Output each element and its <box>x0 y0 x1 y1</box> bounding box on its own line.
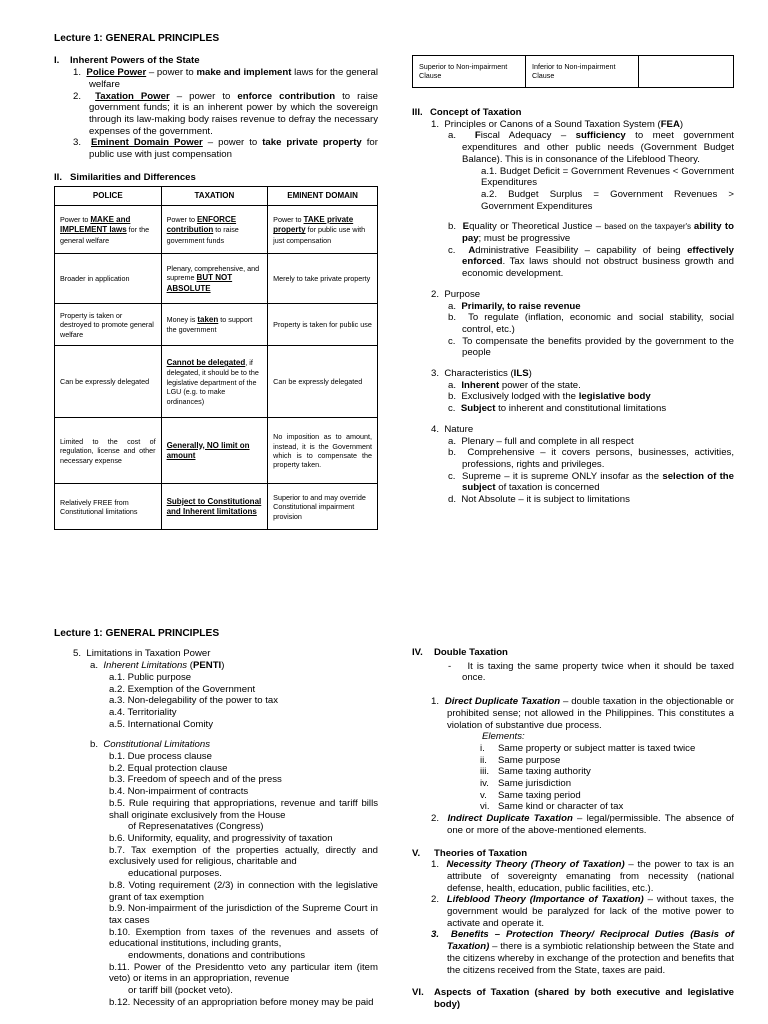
list-item: b.6. Uniformity, equality, and progressivity of taxation <box>109 832 333 844</box>
list-item: a.4. Territoriality <box>109 706 177 718</box>
table-cell: No imposition as to amount, instead, it is the Government which is to compensate the property taken. <box>268 418 378 484</box>
impairment-table <box>412 55 734 88</box>
list-item: b.3. Freedom of speech and of the press <box>109 774 282 786</box>
table-header-cell: TAXATION <box>161 187 268 206</box>
list-item: d. Not Absolute – it is subject to limitations <box>448 494 630 506</box>
list-item: a. Inherent Limitations (PENTI) <box>90 660 225 672</box>
section-similarities-heading: II. Similarities and Differences <box>54 171 196 183</box>
list-item: 2. Purpose <box>431 288 481 300</box>
list-item: b. Equality or Theoretical Justice – based on the taxpayer's ability to pay; must be progressive <box>448 221 734 245</box>
table-cell: Inferior to Non-impairment Clause <box>526 56 639 88</box>
table-cell: Generally, NO limit on amount <box>161 418 268 484</box>
table-row <box>55 346 378 418</box>
list-item: a. Fiscal Adequacy – sufficiency to meet government expenditures and other public needs (Government Budget Balance). This is in consonance of the Lifeblood Theory. <box>448 130 734 165</box>
list-item: b. Comprehensive – it covers persons, businesses, activities, professions, rights and privileges. <box>448 447 734 470</box>
list-item: v. Same taxing period <box>480 789 581 801</box>
list-item: 3. Characteristics (ILS) <box>431 368 532 380</box>
table-cell: Can be expressly delegated <box>55 346 162 418</box>
page1-left-column <box>54 33 378 530</box>
list-item: b.8. Voting requirement (2/3) in connection with the legislative grant of tax exemption <box>109 879 378 903</box>
list-item: a.5. International Comity <box>109 718 213 730</box>
list-item: b.1. Due process clause <box>109 751 212 763</box>
page1-right-column <box>412 55 734 506</box>
list-item: 3. Benefits – Protection Theory/ Reciprocal Duties (Basis of Taxation) – there is a symbiotic relationship between the State and the citizens whereby in exchange of the protection and benefits that the citizens received from the State, taxes are paid. <box>431 929 734 976</box>
table-cell: Power to MAKE and IMPLEMENT laws for the general welfare <box>55 206 162 254</box>
list-item: 2. Taxation Power – power to enforce contribution to raise government funds; it is an inherent power by which the sovereign through its law-making body raises revenue to defray the necessary expenses of the government. <box>73 90 378 137</box>
table-cell: Can be expressly delegated <box>268 346 378 418</box>
similarities-table <box>54 186 378 530</box>
list-item: endowments, donations and contributions <box>128 950 306 962</box>
table-cell: Superior to Non-impairment Clause <box>413 56 526 88</box>
list-item: 2. Indirect Duplicate Taxation – legal/permissible. The absence of one or more of the above-mentioned elements. <box>431 813 734 836</box>
list-item: 4. Nature <box>431 423 474 435</box>
list-item: b.5. Rule requiring that appropriations, revenue and tariff bills shall originate exclusively from the House <box>109 797 378 821</box>
list-item: i. Same property or subject matter is taxed twice <box>480 742 696 754</box>
table-cell: Power to TAKE private property for public use with just compensation <box>268 206 378 254</box>
list-item: c. Administrative Feasibility – capability of being effectively enforced. Tax laws should not obstruct business growth and economic development. <box>448 244 734 280</box>
table-cell: Plenary, comprehensive, and supreme BUT NOT ABSOLUTE <box>161 254 268 304</box>
page2-right-column <box>412 647 734 1011</box>
table-cell: Property is taken for public use <box>268 304 378 346</box>
section-concept-heading: III. Concept of Taxation <box>412 107 522 118</box>
elements-label: Elements: <box>482 731 525 743</box>
section-double-taxation-heading: IV. Double Taxation <box>412 647 508 658</box>
table-cell: Power to ENFORCE contribution to raise government funds <box>161 206 268 254</box>
list-item: c. Supreme – it is supreme ONLY insofar as the selection of the subject of taxation is concerned <box>448 470 734 494</box>
list-item: a. Primarily, to raise revenue <box>448 300 581 312</box>
list-item: 1. Police Power – power to make and implement laws for the general welfare <box>73 67 378 90</box>
list-item: 5. Limitations in Taxation Power <box>73 648 211 660</box>
list-item: iii. Same taxing authority <box>480 766 591 778</box>
list-item: b.4. Non-impairment of contracts <box>109 786 249 798</box>
list-item: b. Exclusively lodged with the legislative body <box>448 391 651 403</box>
table-cell <box>639 56 734 88</box>
list-item: a.2. Budget Surplus = Government Revenues > Government Expenditures <box>481 188 734 212</box>
table-header-cell: EMINENT DOMAIN <box>268 187 378 206</box>
list-item: b.9. Non-impairment of the jurisdiction of the Supreme Court in tax cases <box>109 903 378 926</box>
list-item: or tariff bill (pocket veto). <box>128 985 233 997</box>
list-item: 3. Eminent Domain Power – power to take private property for public use with just compensation <box>73 137 378 161</box>
page2-left-column <box>54 628 378 1009</box>
list-item: iv. Same jurisdiction <box>480 778 572 790</box>
lecture-title: Lecture 1: GENERAL PRINCIPLES <box>54 33 220 44</box>
list-item: educational purposes. <box>128 868 222 880</box>
list-item: b.12. Necessity of an appropriation before money may be paid <box>109 996 374 1008</box>
list-item: a.1. Public purpose <box>109 671 192 683</box>
table-cell: Limited to the cost of regulation, license and other necessary expense <box>55 418 162 484</box>
table-cell: Property is taken or destroyed to promote general welfare <box>55 304 162 346</box>
table-row <box>55 254 378 304</box>
list-item: ii. Same purpose <box>480 754 561 766</box>
list-item: b.11. Power of the Presidentto veto any particular item (item veto) or items in an appropriation, revenue <box>109 961 378 985</box>
table-row <box>413 56 734 88</box>
list-item: 2. Lifeblood Theory (Importance of Taxation) – without taxes, the government would be paralyzed for lack of the motive power to activate and operate it. <box>431 894 734 929</box>
list-item: a.2. Exemption of the Government <box>109 683 256 695</box>
section-aspects-heading: VI. Aspects of Taxation (shared by both executive and legislative body) <box>412 987 734 1010</box>
list-item: a.1. Budget Deficit = Government Revenues < Government Expenditures <box>481 165 734 189</box>
list-item: a. Plenary – full and complete in all respect <box>448 435 634 447</box>
list-item: b. To regulate (inflation, economic and social stability, social control, etc.) <box>448 312 734 335</box>
list-item: 1. Principles or Canons of a Sound Taxation System (FEA) <box>431 118 684 130</box>
list-item: b. Constitutional Limitations <box>90 739 211 751</box>
table-cell: Money is taken to support the government <box>161 304 268 346</box>
list-item: b.7. Tax exemption of the properties actually, directly and exclusively used for religious, charitable and <box>109 844 378 868</box>
table-cell: Broader in application <box>55 254 162 304</box>
list-item: vi. Same kind or character of tax <box>480 801 624 813</box>
list-item: of Represenatatives (Congress) <box>128 821 264 833</box>
list-item: - It is taxing the same property twice when it should be taxed once. <box>448 660 734 684</box>
table-cell: Cannot be delegated, if delegated, it should be to the legislative department of the LGU (e.g. to make ordinances) <box>161 346 268 418</box>
table-row <box>55 418 378 484</box>
table-row <box>55 206 378 254</box>
section-inherent-powers-heading: I. Inherent Powers of the State <box>54 55 200 67</box>
list-item: c. To compensate the benefits provided by the government to the people <box>448 335 734 359</box>
list-item: b.2. Equal protection clause <box>109 762 228 774</box>
list-item: a.3. Non-delegability of the power to tax <box>109 695 279 707</box>
list-item: a. Inherent power of the state. <box>448 379 581 391</box>
list-item: c. Subject to inherent and constitutional limitations <box>448 403 667 415</box>
section-theories-heading: V. Theories of Taxation <box>412 847 528 859</box>
table-cell: Superior to and may override Constitutional impairment provision <box>268 484 378 530</box>
table-cell: Relatively FREE from Constitutional limitations <box>55 484 162 530</box>
table-header-row <box>55 187 378 206</box>
page-2 <box>0 512 768 1024</box>
table-cell: Merely to take private property <box>268 254 378 304</box>
list-item: 1. Direct Duplicate Taxation – double taxation in the objectionable or prohibited sense; not allowed in the Philippines. This constitutes a violation of substantive due process. <box>431 696 734 731</box>
table-header-cell: POLICE <box>55 187 162 206</box>
table-cell: Subject to Constitutional and Inherent limitations <box>161 484 268 530</box>
table-row <box>55 304 378 346</box>
lecture-title: Lecture 1: GENERAL PRINCIPLES <box>54 628 220 639</box>
list-item: b.10. Exemption from taxes of the revenues and assets of educational institutions, including grants, <box>109 926 378 950</box>
list-item: 1. Necessity Theory (Theory of Taxation) – the power to tax is an attribute of sovereignty emanating from necessity (national defense, health, education, public facilities, etc.). <box>431 859 734 894</box>
